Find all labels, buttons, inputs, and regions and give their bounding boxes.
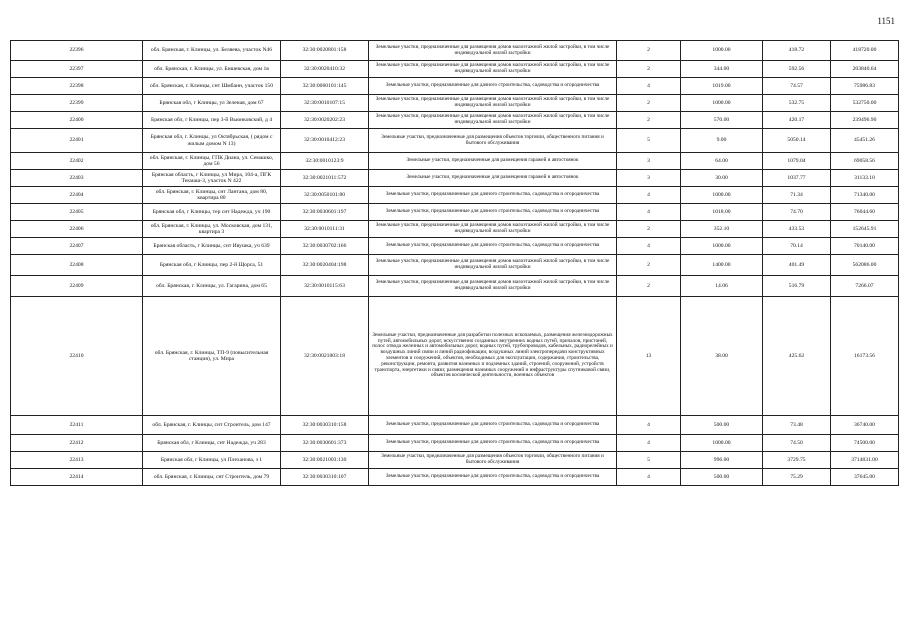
specific-cadastral-value-cell: 3729.75: [763, 452, 831, 469]
cadastral-value-cell: 7266.07: [831, 276, 899, 297]
address-cell: обл. Брянская, г. Клинцы, ул. Беляева, участок N46: [143, 41, 281, 61]
table-row: [11, 255, 899, 276]
address-cell: обл. Брянская, г. Клинцы, ул. Гагарина, дом 65: [143, 276, 281, 297]
land-use-description-cell: Земельные участки, предназначенные для дачного строительства, садоводства и огородничества: [369, 416, 617, 435]
cadastral-number-cell: 32:30:0020404:198: [281, 255, 369, 276]
cadastral-number-cell: 32:30:0030310:158: [281, 416, 369, 435]
cadastral-number-cell: 32:30:0030310:107: [281, 469, 369, 486]
specific-cadastral-value-cell: 425.62: [763, 297, 831, 416]
cadastral-number-cell: 32:30:0010115:63: [281, 276, 369, 297]
use-group-cell: 2: [617, 276, 681, 297]
address-cell: Брянская обл, г Клинцы, пер 2-й Щорса, 51: [143, 255, 281, 276]
cadastral-value-cell: 45451.26: [831, 129, 899, 153]
table-row: [11, 112, 899, 129]
table-row: [11, 469, 899, 486]
land-use-description-cell: Земельные участки, предназначенные для дачного строительства, садоводства и огородничества: [369, 435, 617, 452]
specific-cadastral-value-cell: 516.79: [763, 276, 831, 297]
cadastral-value-cell: 418720.00: [831, 41, 899, 61]
use-group-cell: 2: [617, 95, 681, 112]
cadastral-value-cell: 75986.83: [831, 78, 899, 95]
cadastral-value-cell: 3714831.00: [831, 452, 899, 469]
row-number-cell: 22396: [11, 41, 143, 61]
land-use-description-cell: Земельные участки, предназначенные для дачного строительства, садоводства и огородничества: [369, 238, 617, 255]
cadastral-value-cell: 16173.56: [831, 297, 899, 416]
specific-cadastral-value-cell: 418.72: [763, 41, 831, 61]
specific-cadastral-value-cell: 420.17: [763, 112, 831, 129]
area-cell: 1000.00: [681, 187, 763, 204]
page-number: 1151: [877, 16, 895, 26]
address-cell: обл. Брянская, г. Клинцы, снт Строитель, дом 79: [143, 469, 281, 486]
area-cell: 1000.00: [681, 41, 763, 61]
cadastral-value-cell: 31133.10: [831, 170, 899, 187]
land-use-description-cell: Земельные участки, предназначенные для размещения домов малоэтажной жилой застройки, в том числе индивидуальной жилой застройки: [369, 112, 617, 129]
cadastral-number-cell: 32:30:0010123:9: [281, 153, 369, 170]
land-use-description-cell: Земельные участки, предназначенные для размещения домов малоэтажной жилой застройки, в том числе индивидуальной жилой застройки: [369, 41, 617, 61]
area-cell: 500.00: [681, 469, 763, 486]
address-cell: Брянская область, г Клинцы, ул Мира, 104-а, ПГК Текмаш-3, участок N 422: [143, 170, 281, 187]
row-number-cell: 22405: [11, 204, 143, 221]
cadastral-number-cell: 32:30:0010111:31: [281, 221, 369, 238]
use-group-cell: 3: [617, 170, 681, 187]
address-cell: Брянская обл, г Клинцы, пер 3-й Вьюнковский, д 4: [143, 112, 281, 129]
table-row: [11, 153, 899, 170]
cadastral-number-cell: 32:30:0030702:166: [281, 238, 369, 255]
use-group-cell: 2: [617, 41, 681, 61]
use-group-cell: 13: [617, 297, 681, 416]
land-use-description-cell: Земельные участки, предназначенные для дачного строительства, садоводства и огородничества: [369, 469, 617, 486]
row-number-cell: 22403: [11, 170, 143, 187]
cadastral-value-cell: 203840.64: [831, 61, 899, 78]
use-group-cell: 4: [617, 416, 681, 435]
cadastral-number-cell: 32:30:0030601:197: [281, 204, 369, 221]
cadastral-value-cell: 562086.00: [831, 255, 899, 276]
use-group-cell: 2: [617, 221, 681, 238]
use-group-cell: 5: [617, 129, 681, 153]
cadastral-value-cell: 70140.00: [831, 238, 899, 255]
use-group-cell: 4: [617, 238, 681, 255]
land-use-description-cell: Земельные участки, предназначенные для дачного строительства, садоводства и огородничества: [369, 204, 617, 221]
cadastral-number-cell: 32:30:0021011:572: [281, 170, 369, 187]
row-number-cell: 22408: [11, 255, 143, 276]
address-cell: обл. Брянская, г. Клинцы, ул. Московская, дом 131, квартира 3: [143, 221, 281, 238]
table-row: [11, 297, 899, 416]
land-use-description-cell: Земельные участки, предназначенные для разработки полезных ископаемых, размещения железнодорожных путей, автомобильных дорог, искусственно созданных внутренних водных путей, причалов, пристаней, полос отвода железных и автомобильных дорог, водных путей, трубопроводов, кабельных, радиорелейных и воздушных линий связи и линий радиофикации, воздушных линий электропередачи конструктивных элементов и сооружений, объектов, необходимых для эксплуатации, содержания, строительства, реконструкции, ремонта, развития наземных и подземных зданий, строений, сооружений, устройств транспорта, энергетики и связи; размещения наземных сооружений и инфраструктуры спутниковой связи, объектов космической деятельности, военных объектов: [369, 297, 617, 416]
cadastral-value-cell: 69058.56: [831, 153, 899, 170]
cadastral-number-cell: 32:30:0020202:23: [281, 112, 369, 129]
address-cell: Брянская обл, г Клинцы, ул Зеленая, дом 67: [143, 95, 281, 112]
cadastral-number-cell: 32:30:0021003:130: [281, 452, 369, 469]
address-cell: обл. Брянская, г. Клинцы, снт Строитель, дом 147: [143, 416, 281, 435]
address-cell: обл. Брянская, г. Клинцы, ул. Бишевская, дом 1в: [143, 61, 281, 78]
land-use-description-cell: Земельные участки, предназначенные для дачного строительства, садоводства и огородничества: [369, 78, 617, 95]
row-number-cell: 22410: [11, 297, 143, 416]
cadastral-number-cell: 32:30:0050101:80: [281, 187, 369, 204]
specific-cadastral-value-cell: 592.56: [763, 61, 831, 78]
area-cell: 352.10: [681, 221, 763, 238]
cadastral-value-cell: 74500.00: [831, 435, 899, 452]
land-use-description-cell: Земельные участки, предназначенные для размещения гаражей и автостоянок: [369, 153, 617, 170]
row-number-cell: 22400: [11, 112, 143, 129]
specific-cadastral-value-cell: 532.75: [763, 95, 831, 112]
table-row: [11, 95, 899, 112]
area-cell: 14.06: [681, 276, 763, 297]
land-use-description-cell: Земельные участки, предназначенные для дачного строительства, садоводства и огородничества: [369, 187, 617, 204]
land-use-description-cell: Земельные участки, предназначенные для размещения объектов торговли, общественного питания и бытового обслуживания: [369, 129, 617, 153]
land-use-description-cell: Земельные участки, предназначенные для размещения домов малоэтажной жилой застройки, в том числе индивидуальной жилой застройки: [369, 255, 617, 276]
land-use-description-cell: Земельные участки, предназначенные для размещения домов малоэтажной жилой застройки, в том числе индивидуальной жилой застройки: [369, 95, 617, 112]
use-group-cell: 4: [617, 78, 681, 95]
cadastral-number-cell: 32:30:0021003:18: [281, 297, 369, 416]
address-cell: обл. Брянская, г. Клинцы, снт Лантана, дом 80, квартира 80: [143, 187, 281, 204]
use-group-cell: 2: [617, 112, 681, 129]
address-cell: Брянская обл, г Клинцы, ул Плеханова, з 1: [143, 452, 281, 469]
area-cell: 1019.00: [681, 78, 763, 95]
use-group-cell: 2: [617, 255, 681, 276]
row-number-cell: 22402: [11, 153, 143, 170]
area-cell: 30.00: [681, 170, 763, 187]
use-group-cell: 3: [617, 153, 681, 170]
specific-cadastral-value-cell: 433.53: [763, 221, 831, 238]
land-use-description-cell: Земельные участки, предназначенные для размещения домов малоэтажной жилой застройки, в том числе индивидуальной жилой застройки: [369, 221, 617, 238]
row-number-cell: 22404: [11, 187, 143, 204]
specific-cadastral-value-cell: 74.70: [763, 204, 831, 221]
cadastral-number-cell: 32:30:0010412:23: [281, 129, 369, 153]
address-cell: Брянская обл, г. Клинцы, ул Октябрьская, ( рядом с жилым домом N 13): [143, 129, 281, 153]
row-number-cell: 22398: [11, 78, 143, 95]
cadastral-number-cell: 32:30:0020801:158: [281, 41, 369, 61]
area-cell: 996.00: [681, 452, 763, 469]
cadastral-value-cell: 239496.90: [831, 112, 899, 129]
cadastral-number-cell: 32:30:0030601:373: [281, 435, 369, 452]
area-cell: 38.00: [681, 297, 763, 416]
area-cell: 1000.00: [681, 95, 763, 112]
land-use-description-cell: Земельные участки, предназначенные для размещения домов малоэтажной жилой застройки, в том числе индивидуальной жилой застройки: [369, 61, 617, 78]
land-use-description-cell: Земельные участки, предназначенные для размещения гаражей и автостоянок: [369, 170, 617, 187]
use-group-cell: 5: [617, 452, 681, 469]
row-number-cell: 22414: [11, 469, 143, 486]
row-number-cell: 22413: [11, 452, 143, 469]
use-group-cell: 4: [617, 469, 681, 486]
use-group-cell: 4: [617, 435, 681, 452]
address-cell: Брянская обл, г Клинцы, снт Надежда, уч 283: [143, 435, 281, 452]
row-number-cell: 22412: [11, 435, 143, 452]
area-cell: 1018.00: [681, 204, 763, 221]
table-row: [11, 435, 899, 452]
specific-cadastral-value-cell: 75.29: [763, 469, 831, 486]
area-cell: 570.00: [681, 112, 763, 129]
area-cell: 64.00: [681, 153, 763, 170]
table-row: [11, 61, 899, 78]
table-body: [11, 41, 899, 486]
area-cell: 1000.00: [681, 435, 763, 452]
address-cell: обл. Брянская, г. Клинцы, снт Шмбаин, участок 150: [143, 78, 281, 95]
table-row: [11, 129, 899, 153]
use-group-cell: 4: [617, 204, 681, 221]
address-cell: Брянская обл, г Клинцы, тер снт Надежда, уч 190: [143, 204, 281, 221]
area-cell: 9.00: [681, 129, 763, 153]
land-use-description-cell: Земельные участки, предназначенные для размещения домов малоэтажной жилой застройки, в том числе индивидуальной жилой застройки: [369, 276, 617, 297]
row-number-cell: 22399: [11, 95, 143, 112]
use-group-cell: 2: [617, 61, 681, 78]
cadastral-value-cell: 532750.00: [831, 95, 899, 112]
cadastral-number-cell: 32:30:0060101:145: [281, 78, 369, 95]
row-number-cell: 22401: [11, 129, 143, 153]
table-row: [11, 204, 899, 221]
specific-cadastral-value-cell: 71.34: [763, 187, 831, 204]
specific-cadastral-value-cell: 401.49: [763, 255, 831, 276]
use-group-cell: 4: [617, 187, 681, 204]
cadastral-value-cell: 71340.00: [831, 187, 899, 204]
table-row: [11, 187, 899, 204]
area-cell: 1000.00: [681, 238, 763, 255]
specific-cadastral-value-cell: 1037.77: [763, 170, 831, 187]
table-row: [11, 78, 899, 95]
area-cell: 500.00: [681, 416, 763, 435]
table-row: [11, 238, 899, 255]
area-cell: 1400.00: [681, 255, 763, 276]
row-number-cell: 22406: [11, 221, 143, 238]
cadastral-number-cell: 32:30:0020410:32: [281, 61, 369, 78]
table-row: [11, 276, 899, 297]
address-cell: обл. Брянская, г. Клинцы, ГПК Диана, ул. Семашко, дом 56: [143, 153, 281, 170]
table-row: [11, 221, 899, 238]
cadastral-value-cell: 152645.91: [831, 221, 899, 238]
row-number-cell: 22407: [11, 238, 143, 255]
address-cell: Брянская область, г Клинцы, снт Ивушка, уч 639: [143, 238, 281, 255]
table-row: [11, 452, 899, 469]
specific-cadastral-value-cell: 5050.14: [763, 129, 831, 153]
table-row: [11, 170, 899, 187]
table-row: [11, 416, 899, 435]
area-cell: 344.00: [681, 61, 763, 78]
row-number-cell: 22397: [11, 61, 143, 78]
row-number-cell: 22411: [11, 416, 143, 435]
land-use-description-cell: Земельные участки, предназначенные для размещения объектов торговли, общественного питания и бытового обслуживания: [369, 452, 617, 469]
specific-cadastral-value-cell: 1079.04: [763, 153, 831, 170]
cadastral-value-cell: 36740.00: [831, 416, 899, 435]
address-cell: обл. Брянская, г. Клинцы, ТП-9 (повысительная станция), ул. Мира: [143, 297, 281, 416]
specific-cadastral-value-cell: 73.48: [763, 416, 831, 435]
specific-cadastral-value-cell: 74.50: [763, 435, 831, 452]
cadastral-value-cell: 37645.00: [831, 469, 899, 486]
cadastral-value-table: [10, 40, 899, 486]
row-number-cell: 22409: [11, 276, 143, 297]
cadastral-value-cell: 76044.60: [831, 204, 899, 221]
specific-cadastral-value-cell: 74.57: [763, 78, 831, 95]
cadastral-number-cell: 32:30:0010107:15: [281, 95, 369, 112]
specific-cadastral-value-cell: 70.14: [763, 238, 831, 255]
table-row: [11, 41, 899, 61]
